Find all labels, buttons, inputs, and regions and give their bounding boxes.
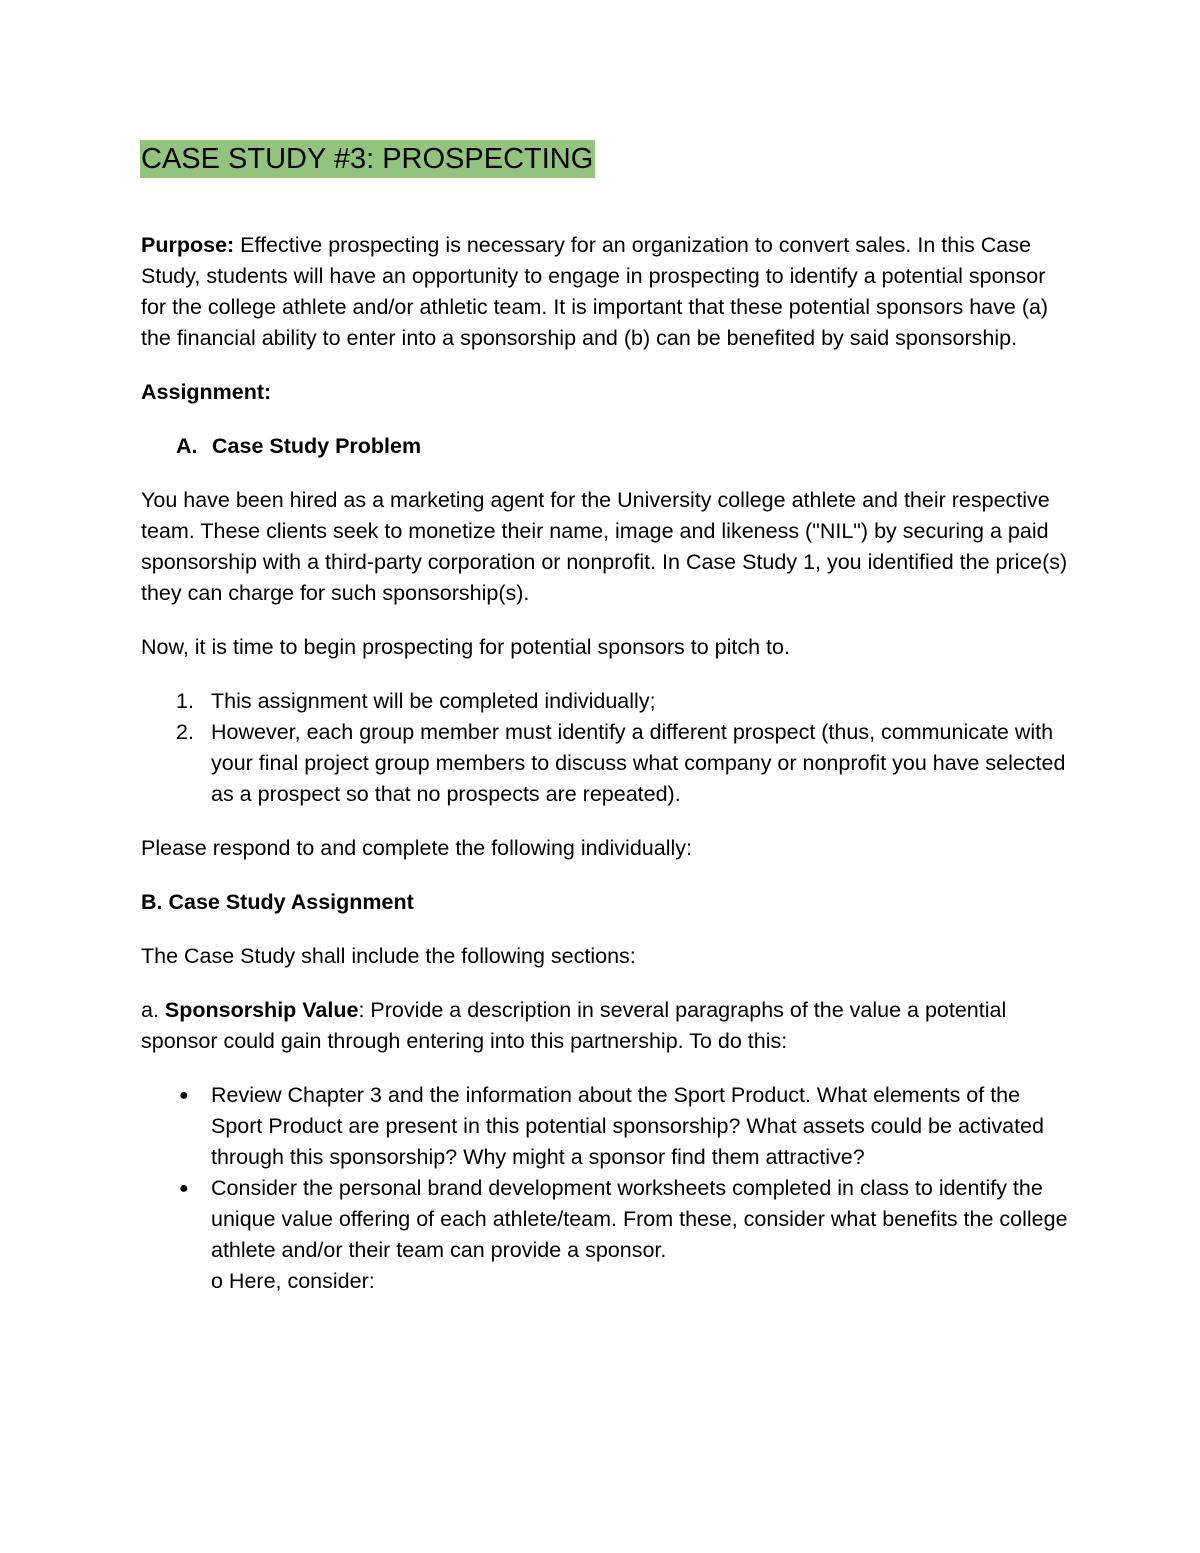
bullet-text-block	[211, 1173, 1071, 1297]
list-item	[141, 717, 1071, 810]
sponsorship-value-label: Sponsorship Value	[164, 998, 359, 1022]
bullet-icon: ●	[179, 1087, 189, 1104]
sponsorship-value-prefix: a.	[141, 998, 165, 1022]
sections-intro: The Case Study shall include the following sections:	[141, 944, 636, 968]
list-item-marker: 1.	[176, 689, 194, 713]
bullet-icon: ●	[179, 1180, 189, 1197]
list-item-marker: 2.	[176, 720, 194, 744]
assignment-heading-text: Assignment:	[141, 380, 272, 404]
section-b-heading	[141, 887, 1071, 918]
document-body	[141, 140, 1071, 1297]
section-a-heading	[176, 431, 1071, 462]
purpose-text: Effective prospecting is necessary for an organization to convert sales. In this Case Study, students will have an opportunity to engage in prospecting to identify a potential sponsor for the college athlete and/or athletic team. It is important that these potential sponsors have (a) the financial ability to enter into a sponsorship and (b) can be benefited by said sponsorship.	[141, 233, 1049, 350]
problem-paragraph: You have been hired as a marketing agent for the University college athlete and their respective team. These clients seek to monetize their name, image and likeness ("NIL") by securing a paid sponsorship with a third-party corporation or nonprofit. In Case Study 1, you identified the price(s) they can charge for such sponsorship(s).	[141, 488, 1068, 605]
purpose-label: Purpose:	[141, 233, 235, 257]
numbered-list	[141, 686, 1071, 810]
list-item	[141, 686, 1071, 717]
document-title: CASE STUDY #3: PROSPECTING	[140, 140, 595, 178]
sponsorship-value-paragraph	[141, 995, 1071, 1057]
sponsorship-value-text: : Provide a description in several paragraphs of the value a potential sponsor could gain through entering into this partnership. To do this:	[141, 998, 1007, 1053]
now-paragraph: Now, it is time to begin prospecting for potential sponsors to pitch to.	[141, 635, 790, 659]
section-a-title: Case Study Problem	[212, 434, 422, 458]
bullet-item	[141, 1080, 1071, 1173]
list-item-text: However, each group member must identify a different prospect (thus, communicate with your final project group members to discuss what company or nonprofit you have selected as a prospect so that no prospects are repeated).	[211, 720, 1066, 806]
purpose-paragraph	[141, 230, 1071, 354]
section-b-heading-text: B. Case Study Assignment	[141, 890, 414, 914]
section-a-marker: A.	[176, 434, 198, 458]
bullet-text: Consider the personal brand development worksheets completed in class to identify the unique value offering of each athlete/team. From these, consider what benefits the college athlete and/or their team can provide a sponsor.	[211, 1176, 1068, 1262]
bullet-list	[141, 1080, 1071, 1297]
bullet-item	[141, 1173, 1071, 1297]
bullet-text: Review Chapter 3 and the information about the Sport Product. What elements of the Sport Product are present in this potential sponsorship? What assets could be activated through this sponsorship? Why might a sponsor find them attractive?	[211, 1083, 1044, 1169]
list-item-text: This assignment will be completed individually;	[211, 689, 656, 713]
sub-bullet-text: o Here, consider:	[211, 1269, 375, 1293]
assignment-heading	[141, 377, 1071, 408]
individual-paragraph: Please respond to and complete the following individually:	[141, 836, 692, 860]
